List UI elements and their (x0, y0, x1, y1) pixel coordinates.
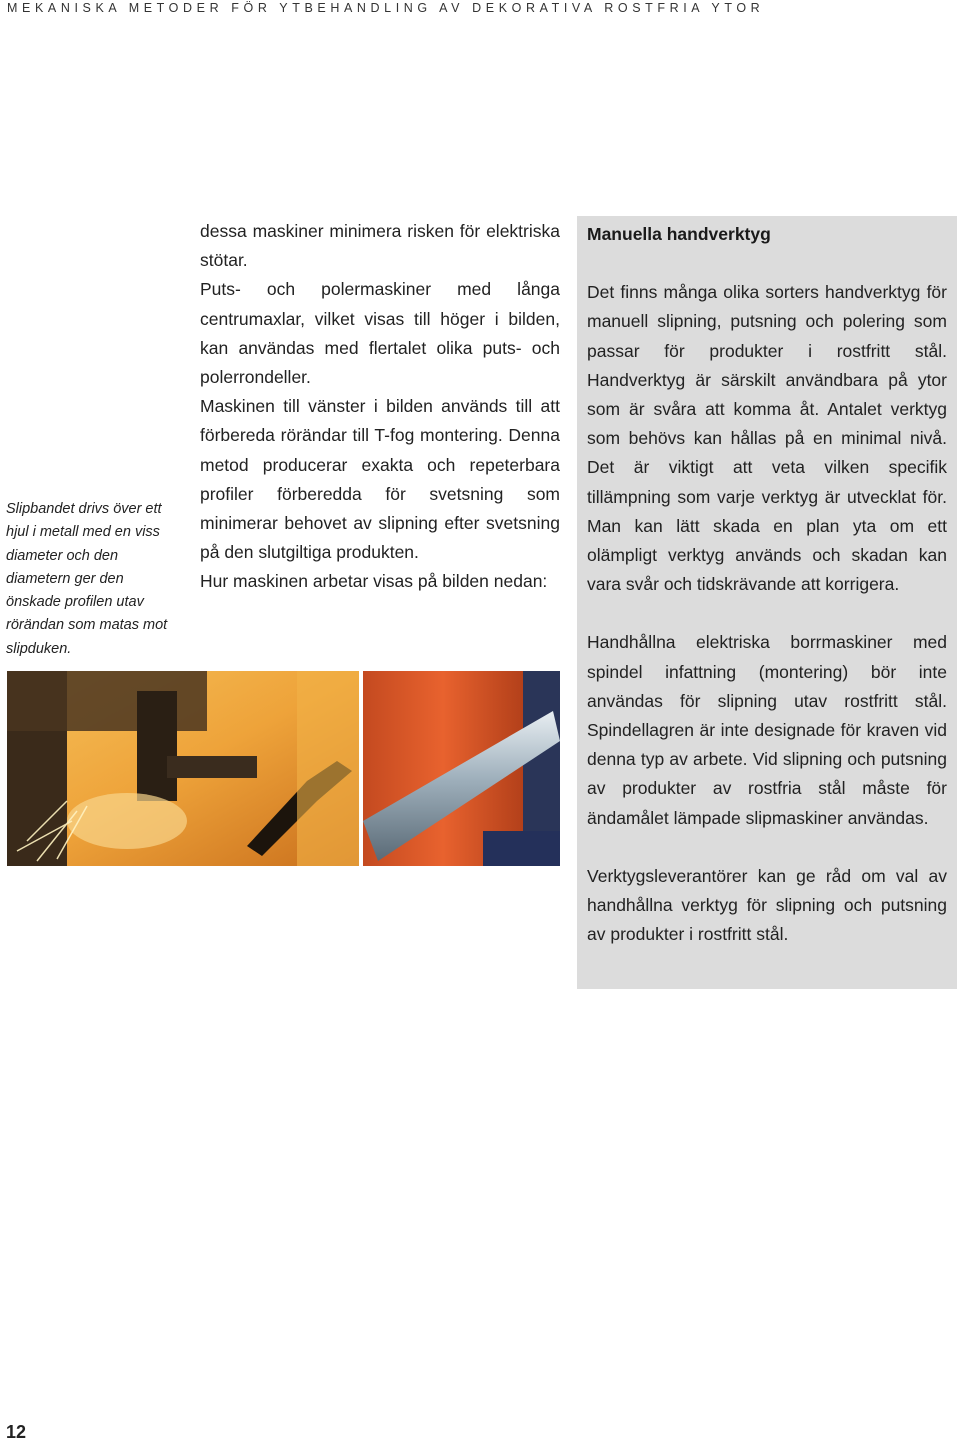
running-header: MEKANISKA METODER FÖR YTBEHANDLING AV DEKORATIVA ROSTFRIA YTOR (7, 1, 765, 15)
main-paragraph-1: dessa maskiner minimera risken för elektriska stötar. (200, 221, 560, 271)
pipe-end-grinding-photo (7, 671, 359, 866)
sidebar-paragraph-2: Handhållna elektriska borrmaskiner med spindel infattning (montering) bör inte användas för slipning utav rostfritt stål. Spindellagren är inte designade för kraven vid denna typ av arbete. Vid slipning och putsning av produkter av rostfria stål måste för ändamålet lämpade slipmaskiner användas. (587, 632, 947, 828)
caption-text: Slipbandet drivs över ett hjul i metall med en viss diameter och den diametern ger den önskade profilen utav rörändan som matas mot slipduken. (6, 501, 168, 657)
photo-caption (6, 498, 176, 661)
page-number: 12 (6, 1422, 27, 1442)
manual-tools-sidebar (577, 216, 957, 989)
main-paragraph-2: Puts- och polermaskiner med långa centrumaxlar, vilket visas till höger i bilden, kan användas med flertalet olika puts- och polerrondeller. (200, 279, 560, 388)
polishing-machine-photo (363, 671, 560, 866)
main-paragraph-3: Maskinen till vänster i bilden används till att förbereda rörändar till T-fog montering. Denna metod producerar exakta och repeterbara profiler förberedda för svetsning som minimerar behovet av slipning efter svetsning på den slutgiltiga produkten. (200, 396, 560, 563)
sidebar-paragraph-3: Verktygsleverantörer kan ge råd om val av handhållna verktyg för slipning och putsning av produkter i rostfritt stål. (587, 865, 947, 945)
main-text-column (200, 217, 560, 597)
sidebar-title: Manuella handverktyg (587, 224, 771, 244)
pipe-end-grinding-image (7, 671, 359, 866)
polishing-machine-image (363, 671, 560, 866)
main-paragraph-4: Hur maskinen arbetar visas på bilden nedan: (200, 571, 548, 592)
sidebar-paragraph-1: Det finns många olika sorters handverktyg för manuell slipning, putsning och polering som passar för produkter i rostfritt stål. Handverktyg är särskilt användbara på ytor som är svåra att komma åt. Antalet verktyg som behövs kan hållas på en minimal nivå. Det är viktigt att veta vilken specifik tillämpning som varje verktyg är utvecklat för. Man kan lätt skada en plan yta om ett olämpligt verktyg används och skadan kan vara svår och tidskrävande att korrigera. (587, 282, 947, 595)
